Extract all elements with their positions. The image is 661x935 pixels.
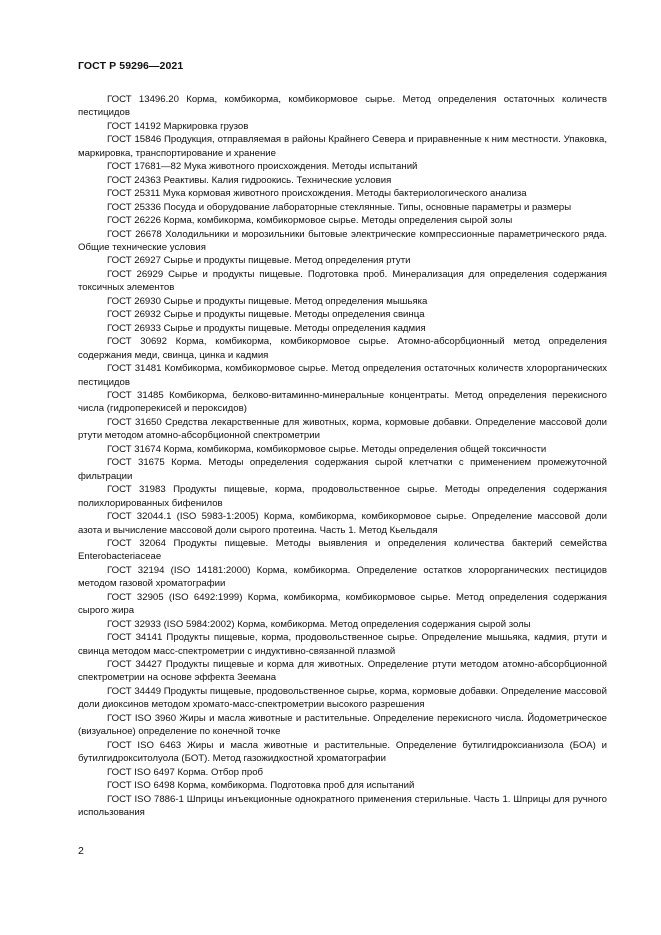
page-number: 2 bbox=[78, 845, 84, 857]
reference-entry: ГОСТ ISO 6463 Жиры и масла животные и растительные. Определение бутилгидроксианизола (БОА) и бутилгидрокситолуола (БОТ). Метод газожидкостной хроматографии bbox=[78, 739, 607, 765]
reference-entry: ГОСТ 25336 Посуда и оборудование лабораторные стеклянные. Типы, основные параметры и размеры bbox=[107, 201, 572, 213]
reference-entry: ГОСТ 15846 Продукция, отправляемая в районы Крайнего Севера и приравненные к ним местности. Упаковка, маркировка, транспортирование и хранение bbox=[78, 134, 607, 159]
reference-entry: ГОСТ 31485 Комбикорма, белково-витаминно-минеральные концентраты. Метод определения перекисного числа (гидроперекисей и пероксидов) bbox=[78, 389, 607, 415]
reference-entry: ГОСТ 32194 (ISO 14181:2000) Корма, комбикорма. Определение остатков хлорорганических пестицидов методом газовой хроматографии bbox=[78, 564, 607, 590]
reference-entry: ГОСТ 26929 Сырье и продукты пищевые. Подготовка проб. Минерализация для определения содержания токсичных элементов bbox=[78, 268, 607, 294]
reference-entry: ГОСТ 14192 Маркировка грузов bbox=[107, 120, 249, 132]
reference-entry: ГОСТ 32933 (ISO 5984:2002) Корма, комбикорма. Метод определения содержания сырой золы bbox=[107, 618, 531, 630]
reference-entry: ГОСТ 31675 Корма. Методы определения содержания сырой клетчатки с применением промежуточной фильтрации bbox=[78, 457, 607, 482]
reference-entry: ГОСТ 32064 Продукты пищевые. Методы выявления и определения количества бактерий семейства Enterobacteriaceae bbox=[78, 537, 607, 563]
reference-entry: ГОСТ ISO 7886-1 Шприцы инъекционные однократного применения стерильные. Часть 1. Шприцы для ручного использования bbox=[78, 793, 607, 819]
reference-entry: ГОСТ 26932 Сырье и продукты пищевые. Методы определения свинца bbox=[107, 309, 425, 321]
reference-entry: ГОСТ 13496.20 Корма, комбикорма, комбикормовое сырье. Метод определения остаточных количеств пестицидов bbox=[78, 94, 607, 119]
reference-entry: ГОСТ 17681—82 Мука животного происхождения. Методы испытаний bbox=[107, 161, 418, 173]
reference-entry: ГОСТ 34427 Продукты пищевые и корма для животных. Определение ртути методом атомно-абсорбционной спектрометрии на основе эффекта Зеемана bbox=[78, 659, 607, 684]
normative-references-list bbox=[78, 93, 607, 819]
document-header: ГОСТ Р 59296—2021 bbox=[78, 60, 184, 72]
reference-entry: ГОСТ 26927 Сырье и продукты пищевые. Метод определения ртути bbox=[107, 255, 411, 267]
reference-entry: ГОСТ ISO 6498 Корма, комбикорма. Подготовка проб для испытаний bbox=[107, 780, 415, 792]
reference-entry: ГОСТ 30692 Корма, комбикорма, комбикормовое сырье. Атомно-абсорбционный метод определения содержания меди, свинца, цинка и кадмия bbox=[78, 336, 607, 361]
reference-entry: ГОСТ 32044.1 (ISO 5983-1:2005) Корма, комбикорма, комбикормовое сырье. Определение массовой доли азота и вычисление массовой доли сырого протеина. Часть 1. Метод Кьельдаля bbox=[78, 511, 607, 536]
reference-entry: ГОСТ 31674 Корма, комбикорма, комбикормовое сырье. Методы определения общей токсичности bbox=[107, 443, 547, 455]
reference-entry: ГОСТ 34449 Продукты пищевые, продовольственное сырье, корма, кормовые добавки. Определение массовой доли диоксинов методом хромато-масс-спектрометрии высокого разрешения bbox=[78, 685, 607, 711]
reference-entry: ГОСТ ISO 6497 Корма. Отбор проб bbox=[107, 766, 264, 778]
reference-entry: ГОСТ 31650 Средства лекарственные для животных, корма, кормовые добавки. Определение массовой доли ртути методом атомно-абсорбционной спектрометрии bbox=[78, 416, 607, 442]
reference-entry: ГОСТ 26933 Сырье и продукты пищевые. Методы определения кадмия bbox=[107, 322, 426, 334]
reference-entry: ГОСТ 26930 Сырье и продукты пищевые. Метод определения мышьяка bbox=[107, 295, 428, 307]
reference-entry: ГОСТ 31983 Продукты пищевые, корма, продовольственное сырье. Методы определения содержания полихлорированных бифенилов bbox=[78, 484, 607, 509]
reference-entry: ГОСТ 32905 (ISO 6492:1999) Корма, комбикорма, комбикормовое сырье. Метод определения содержания сырого жира bbox=[78, 591, 607, 617]
reference-entry: ГОСТ ISO 3960 Жиры и масла животные и растительные. Определение перекисного числа. Йодометрическое (визуальное) определение по конечной точке bbox=[78, 712, 607, 738]
reference-entry: ГОСТ 26678 Холодильники и морозильники бытовые электрические компрессионные параметрического ряда. Общие технические условия bbox=[78, 228, 607, 253]
reference-entry: ГОСТ 24363 Реактивы. Калия гидроокись. Технические условия bbox=[107, 174, 392, 186]
reference-entry: ГОСТ 34141 Продукты пищевые, корма, продовольственное сырье. Определение мышьяка, кадмия, ртути и свинца методом масс-спектрометрии с индуктивно-связанной плазмой bbox=[78, 632, 607, 657]
reference-entry: ГОСТ 31481 Комбикорма, комбикормовое сырье. Метод определения остаточных количеств хлорорганических пестицидов bbox=[78, 363, 607, 388]
reference-entry: ГОСТ 26226 Корма, комбикорма, комбикормовое сырье. Методы определения сырой золы bbox=[107, 215, 513, 227]
reference-entry: ГОСТ 25311 Мука кормовая животного происхождения. Методы бактериологического анализа bbox=[107, 188, 527, 200]
